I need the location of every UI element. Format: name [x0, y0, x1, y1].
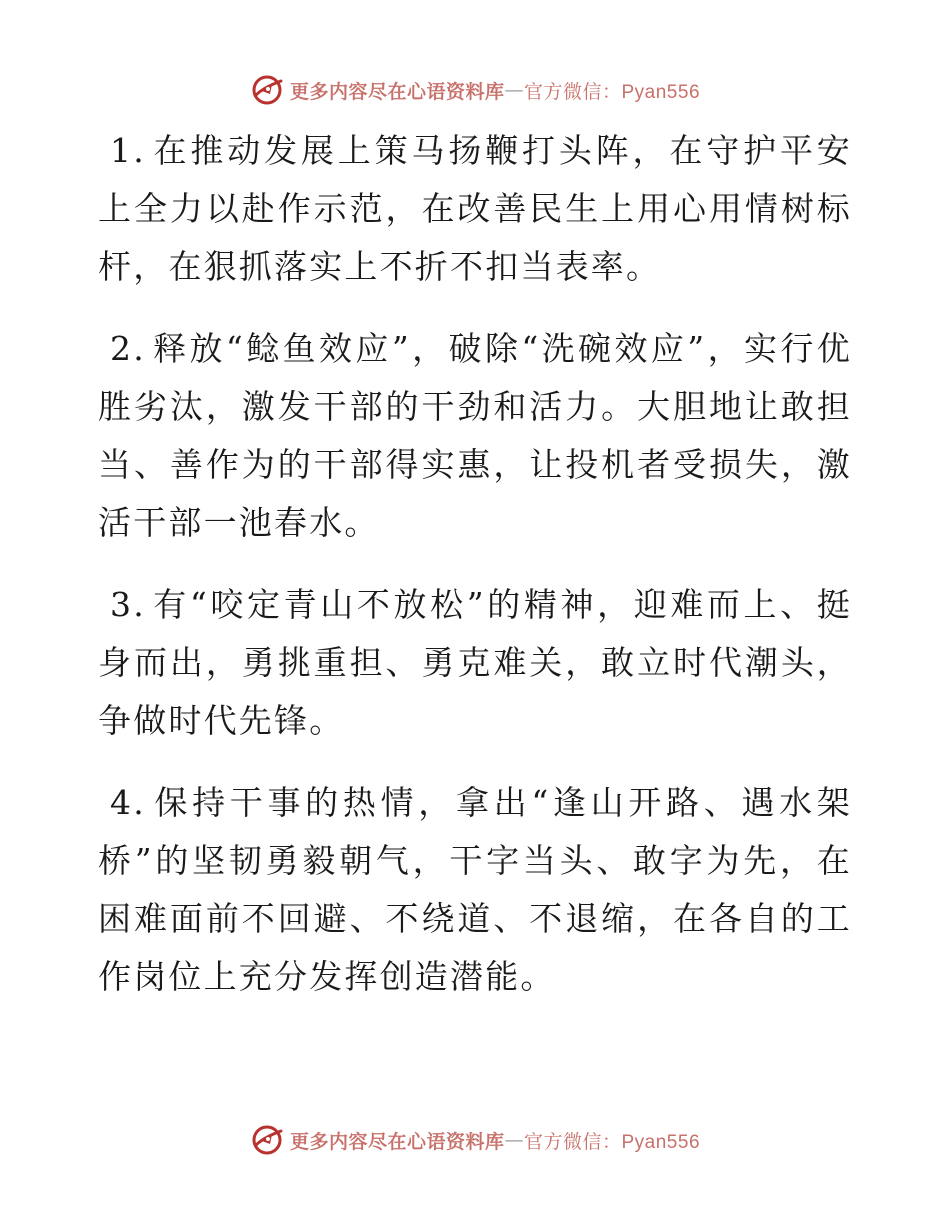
document-body [98, 122, 852, 1006]
banner-text [290, 1127, 700, 1154]
paragraph-text: 在推动发展上策马扬鞭打头阵，在守护平安上全力以赴作示范，在改善民生上用心用情树标杆，在狠抓落实上不折不扣当表率。 [98, 131, 852, 286]
paragraph-2 [98, 320, 852, 552]
banner-main-text: 更多内容尽在心语资料库 [289, 1130, 505, 1153]
paragraph-text: 释放“鲶鱼效应”，破除“洗碗效应”，实行优胜劣汰，激发干部的干劲和活力。大胆地让敢担当、善作为的干部得实惠，让投机者受损失，激活干部一池春水。 [98, 329, 852, 542]
footer-banner [0, 1120, 950, 1160]
pen-nib-circle-icon [250, 1123, 284, 1157]
paragraph-text: 保持干事的热情，拿出“逢山开路、遇水架桥”的坚韧勇毅朝气，干字当头、敢字为先，在困难面前不回避、不绕道、不退缩，在各自的工作岗位上充分发挥创造潜能。 [98, 783, 852, 996]
banner-account-text: 官方微信：Pyan556 [524, 81, 701, 103]
pen-nib-circle-icon [250, 73, 284, 107]
banner-account-text: 官方微信：Pyan556 [524, 1131, 701, 1153]
paragraph-number: 2. [110, 329, 146, 368]
paragraph-text: 有“咬定青山不放松”的精神，迎难而上、挺身而出，勇挑重担、勇克难关，敢立时代潮头，争做时代先锋。 [98, 585, 852, 740]
banner-text [290, 77, 700, 104]
banner-main-text: 更多内容尽在心语资料库 [289, 80, 505, 103]
banner-separator: — [504, 1129, 524, 1151]
paragraph-number: 4. [110, 783, 146, 822]
banner-separator: — [504, 79, 524, 101]
paragraph-4 [98, 774, 852, 1006]
paragraph-3 [98, 576, 852, 750]
paragraph-1 [98, 122, 852, 296]
header-banner [0, 70, 950, 110]
paragraph-number: 1. [110, 131, 146, 170]
paragraph-number: 3. [110, 585, 146, 624]
